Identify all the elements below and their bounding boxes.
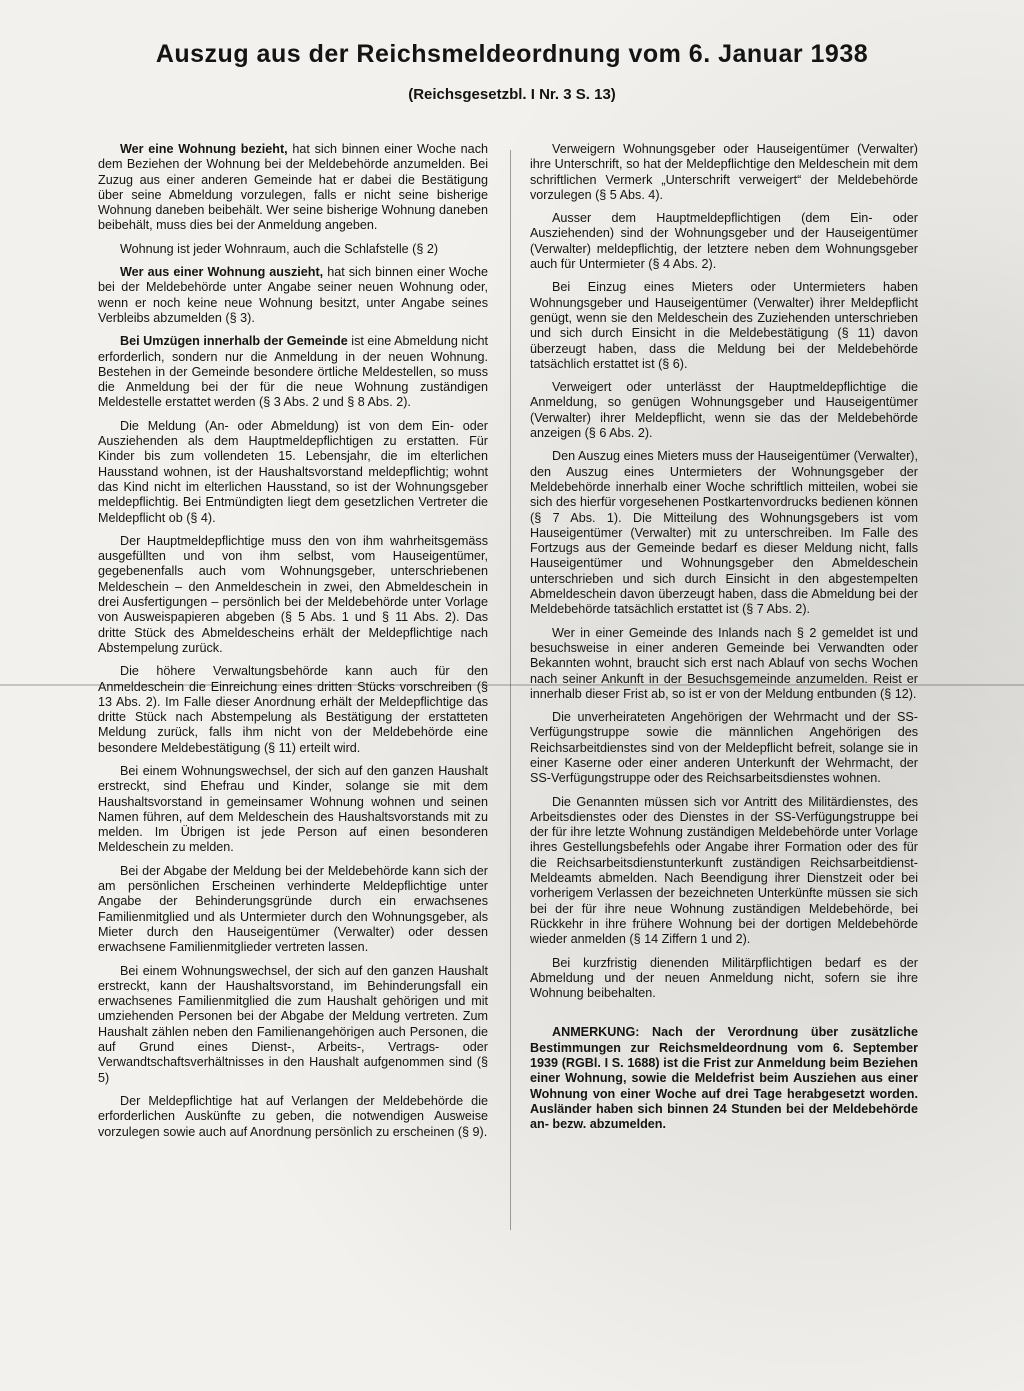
paragraph: Die Meldung (An- oder Abmeldung) ist von dem Ein- oder Ausziehenden als dem Hauptmeldepflichtigen zu erstatten. Für Kinder bis zum vollendeten 15. Lebensjahr, die im elterlichen Hausstand wohnen, ist der Haushaltsvorstand meldepflichtig; wohnt das Kind nicht im elterlichen Hausstand, so ist der Wohnungsgeber meldepflichtig. Bei Entmündigten liegt dem gesetzlichen Vertreter die Meldepflicht ob (§ 4). — [98, 418, 488, 525]
paragraph: Verweigert oder unterlässt der Hauptmeldepflichtige die Anmeldung, so genügen Wohnungsgeber und Hauseigentümer (Verwalter) ihrer Meldepflicht, wenn sie das der Meldebehörde anzeigen (§ 6 Abs. 2). — [530, 380, 918, 441]
paragraph: Wer aus einer Wohnung auszieht, hat sich binnen einer Woche bei der Meldebehörde unter Angabe seiner neuen Wohnung oder, wenn er noch keine neue Wohnung besitzt, unter Angabe seines Verbleibs abzumelden (§ 3). — [98, 265, 488, 325]
paragraph: Der Hauptmeldepflichtige muss den von ihm wahrheitsgemäss ausgefüllten und von ihm selbst, vom Hauseigentümer, gegebenenfalls auch vom Wohnungsgeber, unterschriebenen Meldeschein – den Anmeldeschein in zwei, den Abmeldeschein in drei Ausfertigungen – persönlich bei der Meldebehörde unter Vorlage von Ausweispapieren abgeben (§ 5 Abs. 1 und § 11 Abs. 2). Das dritte Stück des Abmeldescheins erhält der Meldepflichtige nach Abstempelung zurück. — [98, 533, 488, 655]
paragraph: Bei Einzug eines Mieters oder Untermieters haben Wohnungsgeber und Hauseigentümer (Verwalter) ihrer Meldepflicht genügt, wenn sie den Meldeschein des Zuziehenden unterschrieben und sich durch Einsicht in die Meldebestätigung (§ 11) davon überzeugt haben, dass die Meldung bei der Meldebehörde tatsächlich erstattet ist (§ 6). — [530, 280, 918, 371]
paragraph: Wohnung ist jeder Wohnraum, auch die Schlafstelle (§ 2) — [120, 241, 439, 256]
paragraph: Bei der Abgabe der Meldung bei der Meldebehörde kann sich der am persönlichen Erscheinen verhinderte Meldepflichtige unter Angabe der Behinderungsgründe durch ein erwachsenes Familienmitglied und als Untermieter durch den Wohnungsgeber, als Mieter durch den Hauseigentümer (Verwalter) oder dessen erwachsene Familienmitglieder vertreten lassen. — [98, 863, 488, 955]
paragraph: Die Genannten müssen sich vor Antritt des Militärdienstes, des Arbeitsdienstes oder des Dienstes in der SS-Verfügungstruppe bei der für ihre letzte Wohnung zuständigen Meldebehörde unter Vorlage ihres Gestellungsbefehls oder Angabe ihrer Formation oder des für die Reichsarbeitsdienstunterkunft zuständigen Reichsarbeitdienst-Meldeamts abmelden. Nach Beendigung ihrer Dienstzeit oder bei vorherigem Verlassen der bezeichneten Unterkünfte müssen sie sich bei der für ihre neue Wohnung zuständigen Meldebehörde, bei Rückkehr in ihre frühere Wohnung bei der dortigen Meldebehörde wieder anmelden (§ 14 Ziffern 1 und 2). — [530, 794, 918, 947]
paragraph: Die unverheirateten Angehörigen der Wehrmacht und der SS-Verfügungstruppe sowie die männlichen Angehörigen des Reichsarbeitdienstes sind von der Meldepflicht befreit, solange sie in einer Kaserne oder einer anderen Unterkunft der Wehrmacht, der SS-Verfügungstruppe oder des Reichsarbeitsdienstes wohnen. — [530, 710, 918, 786]
paragraph: Der Meldepflichtige hat auf Verlangen der Meldebehörde die erforderlichen Auskünfte zu geben, die notwendigen Ausweise vorzulegen sowie auch auf Anordnung persönlich zu erscheinen (§ 9). — [98, 1093, 488, 1139]
column-divider — [510, 150, 511, 1230]
paragraph: Die höhere Verwaltungsbehörde kann auch für den Anmeldeschein die Einreichung eines dritten Stücks vorschreiben (§ 13 Abs. 2). Im Falle dieser Anordnung erhält der Meldepflichtige das dritte Stück nach Abstempelung als Bestätigung der erstatteten Meldung zurück, falls ihm nicht von der Meldebehörde eine besondere Meldebestätigung (§ 11) erteilt wird. — [98, 664, 488, 755]
paragraph: Bei kurzfristig dienenden Militärpflichtigen bedarf es der Abmeldung und der neuen Anmeldung nicht, sofern sie ihre Wohnung beibehalten. — [530, 955, 918, 1001]
document-subtitle: (Reichsgesetzbl. I Nr. 3 S. 13) — [408, 86, 616, 103]
paragraph: Ausser dem Hauptmeldepflichtigen (dem Ein- oder Ausziehenden) sind der Wohnungsgeber und der Hauseigentümer (Verwalter) meldepflichtig, der letztere neben dem Wohnungsgeber auch für Untermieter (§ 4 Abs. 2). — [530, 211, 918, 272]
paragraph: Bei einem Wohnungswechsel, der sich auf den ganzen Haushalt erstreckt, sind Ehefrau und Kinder, solange sie mit dem Haushaltsvorstand in gemeinsamer Wohnung wohnen und seinen Namen führen, auf dem Meldeschein des Haushaltsvorstands mit zu melden. Im Übrigen ist jede Person auf einen besonderen Meldeschein zu melden. — [98, 763, 488, 855]
paragraph: Wer eine Wohnung bezieht, hat sich binnen einer Woche nach dem Beziehen der Wohnung bei der Meldebehörde anzumelden. Bei Zuzug aus einer anderen Gemeinde hat er dabei die Bestätigung über seine Abmeldung vorzulegen, falls er nicht seine bisherige Wohnung daneben beibehält. Wer seine bisherige Wohnung daneben beibehält, muss dies bei der Anmeldung angeben. — [98, 142, 488, 233]
right-column — [530, 142, 918, 1141]
document-title: Auszug aus der Reichsmeldeordnung vom 6. Januar 1938 — [155, 40, 869, 68]
paragraph: Bei Umzügen innerhalb der Gemeinde ist eine Abmeldung nicht erforderlich, sondern nur die Anmeldung in der neuen Wohnung. Bestehen in der Gemeinde besondere örtliche Meldestellen, so muss die Anmeldung bei der für die neue Wohnung zuständigen Meldestelle erstattet werden (§ 3 Abs. 2 und § 8 Abs. 2). — [98, 334, 488, 410]
paragraph: Bei einem Wohnungswechsel, der sich auf den ganzen Haushalt erstreckt, kann der Haushaltsvorstand, im Behinderungsfall ein erwachsenes Familienmitglied die zum Haushalt gehörigen und mit umziehenden Personen bei der Abgabe der Meldung vertreten. Zum Haushalt zählen neben den Familienangehörigen auch Personen, die auf Grund eines Dienst-, Arbeits-, Vertrags- oder Verwandtschaftsverhältnisses in den Haushalt aufgenommen sind (§ 5) — [98, 963, 488, 1085]
paragraph: Verweigern Wohnungsgeber oder Hauseigentümer (Verwalter) ihre Unterschrift, so hat der Meldepflichtige den Meldeschein mit dem schriftlichen Vermerk „Unterschrift verweigert“ der Meldebehörde vorzulegen (§ 5 Abs. 4). — [530, 142, 918, 202]
left-column — [98, 142, 488, 1148]
annotation-note: ANMERKUNG: Nach der Verordnung über zusätzliche Bestimmungen zur Reichsmeldeordnung vom 6. September 1939 (RGBl. I S. 1688) ist die Frist zur Anmeldung beim Beziehen einer Wohnung, sowie die Meldefrist beim Ausziehen aus einer Wohnung von einer Woche auf drei Tage herabgesetzt worden. Ausländer haben sich binnen 24 Stunden bei der Meldebehörde an- bezw. abzumelden. — [530, 1025, 918, 1132]
paragraph: Wer in einer Gemeinde des Inlands nach § 2 gemeldet ist und besuchsweise in einer anderen Gemeinde bei Verwandten oder Bekannten wohnt, braucht sich erst nach Ablauf von sechs Wochen nach seiner Ankunft in der Besuchsgemeinde anzumelden. Reist er innerhalb dieser Frist ab, so ist er von der Meldung entbunden (§ 12). — [530, 625, 918, 701]
paragraph: Den Auszug eines Mieters muss der Hauseigentümer (Verwalter), den Auszug eines Untermieters der Wohnungsgeber der Meldebehörde innerhalb einer Woche schriftlich mitteilen, wobei sie sich des hierfür vorgesehenen Postkartenvordrucks bedienen können (§ 7 Abs. 1). Die Mitteilung des Wohnungsgebers ist vom Hauseigentümer (Verwalter) mit zu unterschreiben. Im Falle des Fortzugs aus der Gemeinde bedarf es dieser Meldung nicht, falls Hauseigentümer und Wohnungsgeber den Abmeldeschein unterschrieben und sich durch Einsicht in den abgestempelten Abmeldeschein davon überzeugt haben, dass die Abmeldung bei der Meldebehörde tatsächlich erstattet ist (§ 7 Abs. 2). — [530, 449, 918, 617]
